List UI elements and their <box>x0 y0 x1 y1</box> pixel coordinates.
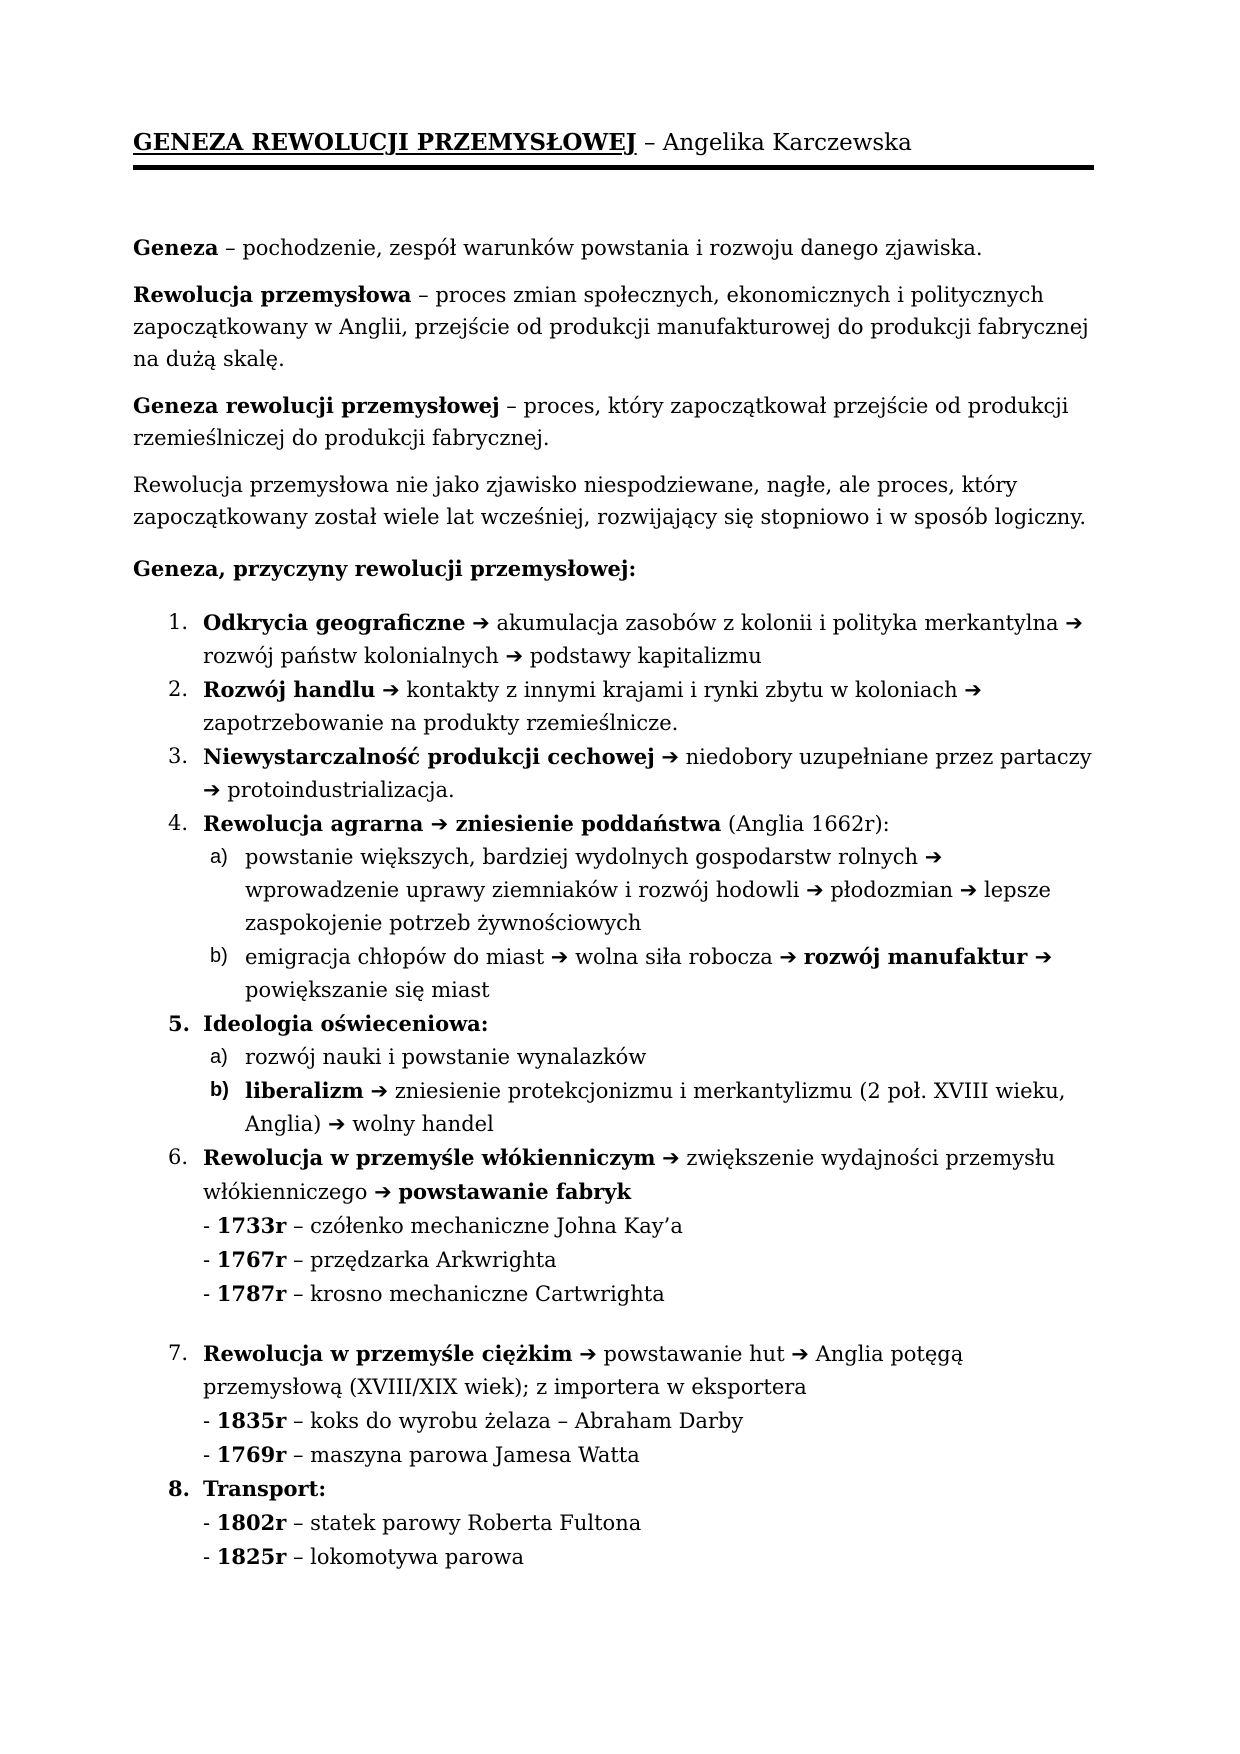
list-item-4a-text: powstanie większych, bardziej wydolnych gospodarstw rolnych ➔ wprowadzenie uprawy ziemniaków i rozwój hodowli ➔ płodozmian ➔ lepsze zaspokojenie potrzeb żywnościowych <box>245 845 1051 935</box>
date-line-1769: - 1769r – maszyna parowa Jamesa Watta <box>203 1442 640 1467</box>
list-item-5a-marker: a) <box>210 1046 228 1068</box>
list-item-5a-text: rozwój nauki i powstanie wynalazków <box>245 1045 647 1069</box>
list-item-1-text: Odkrycia geograficzne ➔ akumulacja zasobów z kolonii i polityka merkantylna ➔ rozwój państw kolonialnych ➔ podstawy kapitalizmu <box>203 610 1083 668</box>
date-line-1825: - 1825r – lokomotywa parowa <box>203 1544 525 1569</box>
paragraph-rewolucja-definition: Rewolucja przemysłowa – proces zmian społecznych, ekonomicznych i politycznych zapoczątkowany w Anglii, przejście od produkcji manufakturowej do produkcji fabrycznej na dużą skalę. <box>133 282 1089 371</box>
list-item-5-text: Ideologia oświeceniowa: <box>203 1011 489 1036</box>
list-item-8-text: Transport: <box>203 1476 327 1501</box>
list-item-2 <box>133 673 1094 740</box>
list-item-1-marker: 1. <box>168 610 189 634</box>
paragraph-proces-note: Rewolucja przemysłowa nie jako zjawisko niespodziewane, nagłe, ale proces, który zapoczątkowany został wiele lat wcześniej, rozwijający się stopniowo i w sposób logiczny. <box>133 473 1087 529</box>
paragraph-geneza-definition: Geneza – pochodzenie, zespół warunków powstania i rozwoju danego zjawiska. <box>133 235 983 260</box>
list-item-4a-marker: a) <box>210 846 228 868</box>
date-line-1835: - 1835r – koks do wyrobu żelaza – Abraham Darby <box>203 1408 744 1433</box>
list-item-7 <box>133 1337 1094 1472</box>
list-item-2-marker: 2. <box>168 677 189 701</box>
date-line-1767: - 1767r – przędzarka Arkwrighta <box>203 1247 557 1272</box>
list-item-8 <box>133 1472 1094 1574</box>
list-item-5 <box>133 1007 1094 1141</box>
list-item-5b-marker: b) <box>210 1079 229 1101</box>
list-item-7-text: Rewolucja w przemyśle ciężkim ➔ powstawanie hut ➔ Anglia potęgą przemysłową (XVIII/XIX wiek); z importera w eksportera <box>203 1341 964 1399</box>
document-title <box>133 128 1094 170</box>
list-item-3-marker: 3. <box>168 744 189 768</box>
causes-list <box>133 606 1094 1574</box>
list-item-5a <box>210 1041 1094 1074</box>
list-item-3-text: Niewystarczalność produkcji cechowej ➔ niedobory uzupełniane przez partaczy ➔ protoindustrializacja. <box>203 744 1092 802</box>
list-item-4b <box>210 940 1094 1007</box>
list-item-6-text: Rewolucja w przemyśle włókienniczym ➔ zwiększenie wydajności przemysłu włókienniczego ➔ powstawanie fabryk <box>203 1145 1056 1204</box>
paragraph-geneza-rewolucji-definition: Geneza rewolucji przemysłowej – proces, który zapoczątkował przejście od produkcji rzemieślniczej do produkcji fabrycznej. <box>133 393 1069 450</box>
list-item-5-marker: 5. <box>168 1011 190 1036</box>
list-item-3 <box>133 740 1094 807</box>
list-item-4 <box>133 807 1094 1007</box>
list-item-5b-text: liberalizm ➔ zniesienie protekcjonizmu i merkantylizmu (2 poł. XVIII wieku, Anglia) ➔ wolny handel <box>245 1078 1066 1136</box>
list-item-5b <box>210 1074 1094 1141</box>
list-item-4-text: Rewolucja agrarna ➔ zniesienie poddaństwa (Anglia 1662r): <box>203 811 890 836</box>
date-line-1733: - 1733r – czółenko mechaniczne Johna Kay’a <box>203 1213 683 1238</box>
date-line-1802: - 1802r – statek parowy Roberta Fultona <box>203 1510 642 1535</box>
list-item-7-marker: 7. <box>168 1341 189 1365</box>
list-item-6 <box>133 1141 1094 1311</box>
list-item-4b-text: emigracja chłopów do miast ➔ wolna siła robocza ➔ rozwój manufaktur ➔ powiększanie się miast <box>245 944 1053 1002</box>
title-author: – Angelika Karczewska <box>636 130 912 156</box>
list-item-8-marker: 8. <box>168 1476 190 1501</box>
list-item-4a <box>210 841 1094 940</box>
title-text: GENEZA REWOLUCJI PRZEMYSŁOWEJ <box>133 129 637 156</box>
date-line-1787: - 1787r – krosno mechaniczne Cartwrighta <box>203 1281 665 1306</box>
list-item-1 <box>133 606 1094 673</box>
list-item-4-marker: 4. <box>168 811 189 835</box>
list-item-6-marker: 6. <box>168 1145 189 1169</box>
list-heading: Geneza, przyczyny rewolucji przemysłowej: <box>133 556 637 581</box>
list-item-2-text: Rozwój handlu ➔ kontakty z innymi krajami i rynki zbytu w koloniach ➔ zapotrzebowanie na produkty rzemieślnicze. <box>203 677 982 735</box>
list-item-4b-marker: b) <box>210 945 228 967</box>
